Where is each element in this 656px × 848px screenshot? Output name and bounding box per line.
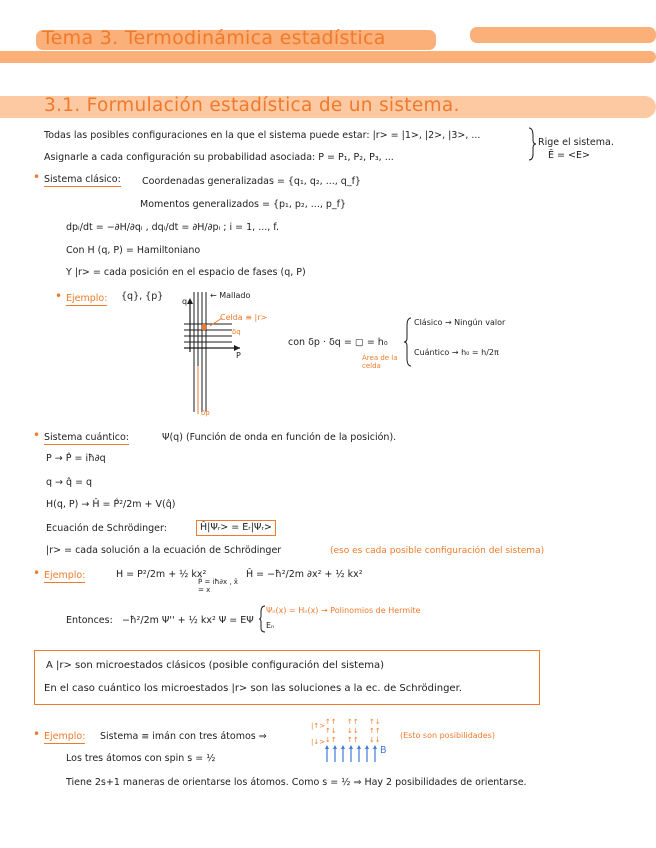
- intro-brace-note-2: Ē = <E>: [548, 150, 590, 161]
- schrodinger-equation: Ĥ|Ψᵣ> = Eᵣ|Ψᵣ>: [196, 520, 276, 536]
- intro-line-2: Asignarle a cada configuración su probabilidad asociada: P = P₁, P₂, P₃, ...: [44, 152, 394, 163]
- cell-area-brace: [403, 316, 413, 368]
- quantum-example-substitution: P̂ = iħ∂x , x̂ = x: [198, 578, 238, 594]
- classical-example-sets: {q}, {p}: [121, 291, 164, 302]
- section-title: 3.1. Formulación estadística de un sistema.: [44, 95, 460, 116]
- grid-axis-q: q: [182, 297, 188, 306]
- grid-dq-label: δq: [232, 328, 241, 336]
- spin-example-line-2: Los tres átomos con spin s = ½: [66, 753, 216, 764]
- quantum-example-hamiltonian: H = P²/2m + ½ kx²: [116, 569, 207, 580]
- svg-text:↑↓: ↑↓: [325, 727, 337, 735]
- header-highlight-right: [470, 27, 656, 43]
- quantum-case-note: Cuántico → h₀ = h/2π: [414, 348, 499, 357]
- quantum-q-operator: q → q̂ = q: [46, 477, 93, 488]
- quantum-r-meaning: |r> = cada solución a la ecuación de Schrödinger: [46, 545, 282, 556]
- grid-dp-label: δp: [201, 409, 210, 417]
- grid-mallado-label: ← Mallado: [210, 291, 251, 300]
- classical-bullet: •: [33, 170, 41, 184]
- grid-cell-label: Celda ≡ |r>: [220, 313, 268, 322]
- svg-text:↑↑: ↑↑: [325, 718, 337, 726]
- schrodinger-label: Ecuación de Schrödinger:: [46, 523, 167, 534]
- quantum-solution-1: [266, 606, 420, 616]
- quantum-solution-2: Eₙ: [266, 621, 275, 630]
- quantum-bullet: •: [33, 428, 41, 442]
- svg-text:↑↓: ↑↓: [369, 718, 381, 726]
- quantum-r-meaning-note: (eso es cada posible configuración del sistema): [330, 546, 545, 556]
- intro-line-1: Todas las posibles configuraciones en la que el sistema puede estar: |r> = |1>, |2>, |3>, ...: [44, 130, 481, 141]
- spin-ket-up: |↑>: [311, 722, 326, 730]
- grid-axis-p: P: [236, 351, 241, 360]
- quantum-example-label: Ejemplo:: [44, 570, 86, 581]
- summary-line-2: En el caso cuántico los microestados |r> son las soluciones a la ec. de Schrödinger.: [44, 683, 462, 694]
- classical-example-bullet: •: [55, 289, 63, 303]
- quantum-p-operator: P → P̂ = iħ∂q: [46, 453, 106, 464]
- quantum-heading: Sistema cuántico:: [44, 432, 129, 443]
- classical-phase-space: Y |r> = cada posición en el espacio de fases (q, P): [66, 267, 306, 278]
- spin-b-label: B: [380, 745, 387, 756]
- svg-text:↑↑: ↑↑: [347, 736, 359, 744]
- classical-hamiltonian: Con H (q, P) = Hamiltoniano: [66, 245, 201, 256]
- quantum-psi-note: Ψ(q) (Función de onda en función de la posición).: [162, 432, 397, 443]
- header-rule: [0, 51, 656, 63]
- spin-example-line-1: Sistema ≡ imán con tres átomos ⇒: [100, 731, 267, 742]
- summary-box: [34, 650, 540, 705]
- quantum-example-h-operator: Ĥ = −ħ²/2m ∂x² + ½ kx²: [246, 569, 363, 580]
- spin-example-label: Ejemplo:: [44, 731, 86, 742]
- cell-area-label: Área de la celda: [362, 354, 398, 370]
- quantum-h-operator: H(q, P) → Ĥ = P̂²/2m + V(q̂): [46, 499, 176, 510]
- intro-brace: [527, 126, 537, 162]
- quantum-then-equation: −ħ²/2m Ψ'' + ½ kx² Ψ = EΨ: [122, 615, 254, 626]
- svg-text:↑↑: ↑↑: [347, 718, 359, 726]
- spin-example-bullet: •: [33, 727, 41, 741]
- quantum-then-label: Entonces:: [66, 615, 113, 626]
- svg-text:↓↓: ↓↓: [369, 736, 381, 744]
- classic-case-note: Clásico → Ningún valor: [414, 318, 506, 327]
- svg-text:↓↑: ↓↑: [325, 736, 337, 744]
- quantum-solution-brace: [258, 604, 266, 634]
- svg-text:↑↑: ↑↑: [369, 727, 381, 735]
- cell-area-equation: con δp · δq = ▢ = h₀: [288, 337, 388, 348]
- summary-line-1: A |r> son microestados clásicos (posible configuración del sistema): [46, 660, 384, 671]
- intro-brace-note-1: Rige el sistema.: [538, 137, 614, 148]
- page-title: Tema 3. Termodinámica estadística: [42, 27, 386, 49]
- spin-example-line-3: Tiene 2s+1 maneras de orientarse los átomos. Como s = ½ ⇒ Hay 2 posibilidades de orientarse.: [66, 777, 527, 788]
- quantum-example-bullet: •: [33, 566, 41, 580]
- classical-coords: Coordenadas generalizadas = {q₁, q₂, ..., q_f}: [142, 176, 361, 187]
- classical-heading: Sistema clásico:: [44, 174, 121, 185]
- classical-hamilton-eqs: dpᵢ/dt = −∂H/∂qᵢ , dqᵢ/dt = ∂H/∂pᵢ ; i = 1, ..., f.: [66, 222, 279, 233]
- svg-text:↓↓: ↓↓: [347, 727, 359, 735]
- quantum-solution-1-text: Ψₙ(x) = Hₙ(x) → Polinomios de Hermite: [266, 606, 421, 615]
- spin-states-note: (Esto son posibilidades): [400, 731, 495, 740]
- classical-example-label: Ejemplo:: [66, 293, 108, 304]
- classical-momenta: Momentos generalizados = {p₁, p₂, ..., p_f}: [140, 199, 347, 210]
- spin-ket-down: |↓>: [311, 738, 326, 746]
